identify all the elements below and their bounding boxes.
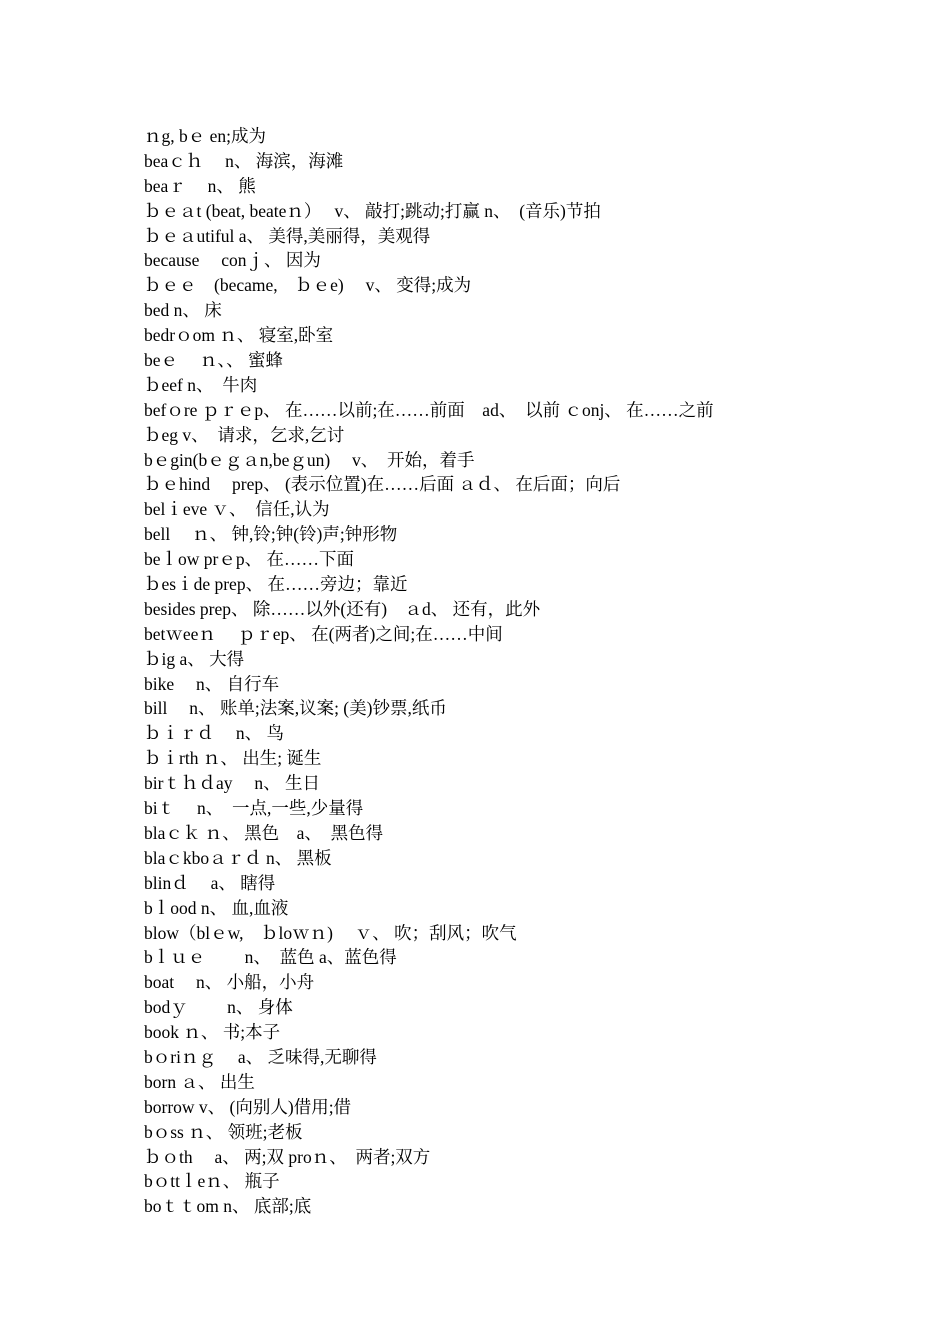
- vocab-entry: ｎg, bｅ en;成为: [144, 126, 267, 146]
- vocab-entry: bed n、 床: [144, 300, 222, 321]
- vocab-entry: blaｃｋ ｎ、 黑色 a、 黑色得: [144, 822, 384, 843]
- vocab-entry: belｉeve ｖ、 信任,认为: [144, 499, 330, 520]
- vocab-entry: birｔｈｄay n、 生日: [144, 773, 320, 794]
- vocab-entry: ｂesｉde prep、 在……旁边；靠近: [144, 574, 408, 595]
- vocab-entry: bｏss ｎ、 领班;老板: [144, 1121, 303, 1142]
- vocab-entry: bｅgin(bｅｇａn,beｇun) v、 开始，着手: [144, 449, 475, 470]
- vocab-entry: beｌow prｅp、 在……下面: [144, 549, 354, 570]
- vocab-entry: blaｃkboａｒｄ n、 黑板: [144, 847, 332, 868]
- vocab-entry: boｔｔom n、 底部;底: [144, 1196, 312, 1217]
- vocab-entry: ｂｅｅ (became, ｂｅe) v、 变得;成为: [144, 275, 472, 296]
- vocab-entry: bell ｎ、 钟,铃;钟(铃)声;钟形物: [144, 524, 398, 545]
- vocab-entry: bill n、 账单;法案,议案; (美)钞票,纸币: [144, 698, 447, 719]
- vocab-entry: befｏre ｐｒｅp、 在……以前;在……前面 ad、 以前 ｃonj、 在……之前: [144, 399, 714, 420]
- vocab-entry: betｗeeｎ ｐｒep、 在(两者)之间;在……中间: [144, 623, 503, 644]
- vocab-entry: ｂｅhind prep、 (表示位置)在……后面 ａｄ、 在后面；向后: [144, 474, 621, 495]
- vocab-entry: ｂｅａutiful a、 美得,美丽得，美观得: [144, 225, 431, 246]
- vocab-entry: borrow v、 (向别人)借用;借: [144, 1096, 352, 1117]
- vocab-entry: bodｙ n、 身体: [144, 997, 293, 1018]
- vocab-entry: born ａ、 出生: [144, 1071, 255, 1092]
- vocab-entry: bｌood n、 血,血液: [144, 897, 289, 918]
- vocab-entry: besides prep、 除……以外(还有) ａd、 还有，此外: [144, 598, 541, 619]
- vocab-entry: book ｎ、 书;本子: [144, 1022, 281, 1043]
- vocab-entry: bedrｏom ｎ、 寝室,卧室: [144, 325, 334, 346]
- vocab-entry: bｏttｌeｎ、 瓶子: [144, 1171, 280, 1192]
- vocab-entry: beaｒ n、 熊: [144, 175, 256, 196]
- vocab-entry: ｂｅａt (beat, beateｎ） v、 敲打;跳动;打赢 n、 (音乐)节拍: [144, 200, 601, 221]
- vocab-entry: ｂig a、 大得: [144, 648, 245, 669]
- vocab-entry: ｂeg v、 请求，乞求,乞讨: [144, 424, 345, 445]
- vocab-entry: ｂｉrth ｎ、 出生; 诞生: [144, 748, 322, 769]
- vocab-entry: bｏriｎｇ a、 乏味得,无聊得: [144, 1046, 377, 1067]
- vocab-entry: ｂｏth a、 两;双 proｎ、 两者;双方: [144, 1146, 431, 1167]
- vocab-entry: biｔ n、 一点,一些,少量得: [144, 798, 364, 819]
- vocab-entry: ｂeef n、 牛肉: [144, 374, 258, 395]
- vocab-entry: because conｊ、 因为: [144, 250, 321, 271]
- vocab-entry: ｂｉｒｄ n、 鸟: [144, 723, 284, 744]
- vocab-entry: beaｃｈ n、 海滨，海滩: [144, 150, 344, 171]
- vocab-entry: bike n、 自行车: [144, 673, 280, 694]
- vocab-entry: blinｄ a、 瞎得: [144, 872, 276, 893]
- vocab-entry: blow（blｅw, ｂloｗｎ) ｖ、 吹；刮风；吹气: [144, 922, 517, 943]
- vocabulary-list: [144, 124, 904, 1219]
- vocab-entry: boat n、 小船，小舟: [144, 972, 315, 993]
- vocab-entry: beｅ ｎ、、 蜜蜂: [144, 350, 284, 371]
- vocab-entry: bｌｕｅ n、 蓝色 a、蓝色得: [144, 947, 397, 968]
